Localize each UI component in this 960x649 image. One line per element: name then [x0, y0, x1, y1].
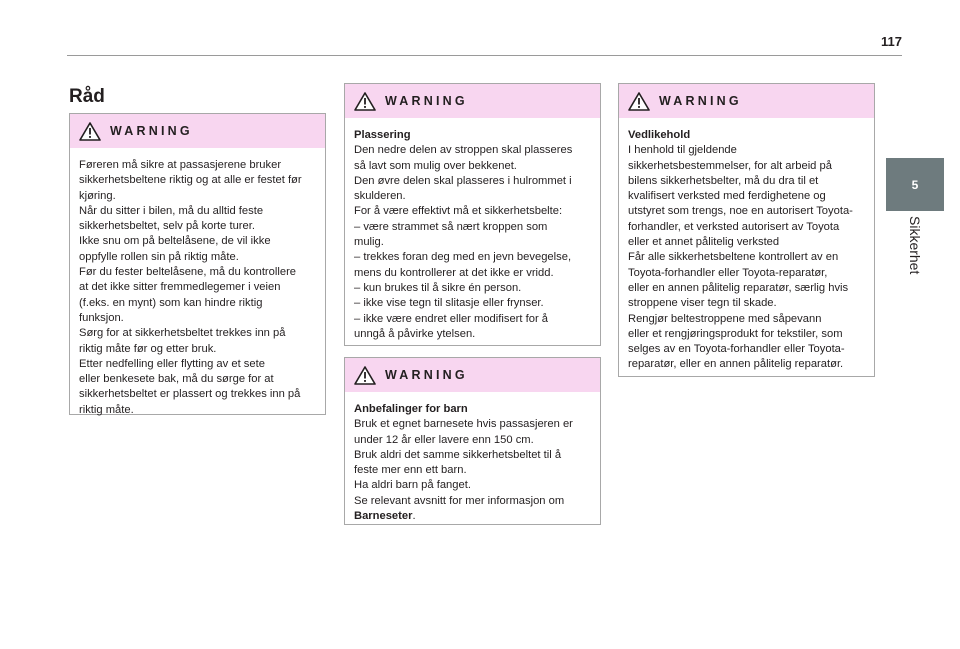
warning-text-line: riktig måte. [79, 403, 134, 416]
warning-text-line: eller et annet pålitelig verksted [628, 236, 780, 249]
cross-reference-link[interactable]: Barneseter [354, 510, 413, 523]
warning-box-children [344, 357, 601, 525]
warning-text-line: (f.eks. en mynt) som kan hindre riktig [79, 296, 263, 309]
warning-text-line: Får alle sikkerhetsbeltene kontrollert av en [628, 251, 839, 264]
warning-text-line: mens du kontrollerer at det ikke er vridd. [354, 266, 554, 279]
warning-header [345, 358, 600, 392]
warning-text-line: Den nedre delen av stroppen skal plasseres [354, 144, 573, 157]
warning-header [345, 84, 600, 118]
warning-title: WARNING [110, 124, 193, 138]
chapter-tab-label: Sikkerhet [907, 216, 923, 275]
warning-text-line: – ikke vise tegn til slitasje eller frynser. [354, 297, 544, 310]
warning-text-line: Rengjør beltestroppene med såpevann [628, 312, 822, 325]
warning-header [70, 114, 325, 148]
chapter-tab-number: 5 [911, 177, 919, 192]
warning-text-line: eller benkesete bak, må du sørge for at [79, 373, 274, 386]
warning-title: WARNING [659, 94, 742, 108]
warning-text-line: – ikke være endret eller modifisert for å [354, 312, 548, 325]
warning-text-line: Bruk et egnet barnesete hvis passasjeren er [354, 418, 573, 431]
warning-triangle-icon [354, 92, 376, 111]
warning-text-line: Ha aldri barn på fanget. [354, 479, 471, 492]
warning-text-line: kjøring. [79, 189, 116, 202]
warning-text-line: sikkerhetsbeltet er plassert og trekkes inn på [79, 388, 301, 401]
warning-text-line: reparatør, eller en annen pålitelig reparatør. [628, 358, 844, 371]
warning-text-line: skulderen. [354, 190, 406, 203]
warning-triangle-icon [354, 366, 376, 385]
warning-subtitle: Plassering [354, 129, 411, 141]
warning-triangle-icon [628, 92, 650, 111]
warning-text-line: eller et rengjøringsprodukt for tekstiler, som [628, 327, 843, 340]
warning-text-line: utstyret som trengs, noe en autorisert Toyota- [628, 205, 853, 218]
warning-text-line: Se relevant avsnitt for mer informasjon om [354, 494, 565, 507]
warning-text-line: selges av en Toyota-forhandler eller Toyota- [628, 343, 845, 356]
warning-text-line: under 12 år eller lavere enn 150 cm. [354, 433, 534, 446]
warning-text-line: – være strammet så nært kroppen som [354, 220, 548, 233]
warning-text-line: Før du fester beltelåsene, må du kontrollere [79, 266, 297, 279]
warning-body [345, 118, 600, 351]
warning-text-line: Etter nedfelling eller flytting av et sete [79, 357, 265, 370]
warning-text-line: unngå å påvirke ytelsen. [354, 327, 476, 340]
warning-text-line: funksjon. [79, 311, 124, 324]
warning-header [619, 84, 874, 118]
warning-triangle-icon [79, 122, 101, 141]
warning-text-line: mulig. [354, 236, 384, 249]
warning-box-maintenance [618, 83, 875, 377]
warning-text-line: – kun brukes til å sikre én person. [354, 281, 522, 294]
warning-text-line: stroppene viser tegn til skade. [628, 297, 777, 310]
header-divider [67, 55, 902, 56]
punctuation: . [412, 510, 416, 523]
warning-text-line: Føreren må sikre at passasjerene bruker [79, 159, 282, 171]
warning-text-line: For å være effektivt må et sikkerhetsbelte: [354, 205, 563, 218]
warning-text-line: Ikke snu om på beltelåsene, de vil ikke [79, 235, 271, 248]
warning-text-line: I henhold til gjeldende [628, 144, 737, 157]
warning-box-belt-use [69, 113, 326, 415]
warning-subtitle: Vedlikehold [628, 129, 691, 141]
page-number: 117 [881, 34, 902, 49]
warning-text-line: Den øvre delen skal plasseres i hulrommet i [354, 174, 572, 187]
warning-text-line [354, 509, 591, 524]
warning-body [70, 148, 325, 427]
warning-text-line: – trekkes foran deg med en jevn bevegelse, [354, 251, 572, 264]
warning-body [619, 118, 874, 382]
warning-text-line: sikkerhetsbestemmelser, for alt arbeid på [628, 159, 832, 172]
warning-text-line: Når du sitter i bilen, må du alltid feste [79, 204, 264, 217]
warning-text-line: Toyota-forhandler eller Toyota-reparatør, [628, 266, 828, 279]
warning-text-line: sikkerhetsbeltene riktig og at alle er festet før [79, 174, 302, 187]
warning-text-line: at det ikke sitter fremmedlegemer i veien [79, 281, 281, 294]
warning-body [345, 392, 600, 533]
warning-text-line: eller en annen pålitelig reparatør, særlig hvis [628, 281, 849, 294]
warning-text-line: kvalifisert verksted med ferdighetene og [628, 190, 826, 203]
warning-text-line: oppfylle rollen sin på riktig måte. [79, 250, 239, 263]
warning-title: WARNING [385, 94, 468, 108]
warning-text-line: så lavt som mulig over bekkenet. [354, 159, 517, 172]
warning-text-line: forhandler, et verksted autorisert av Toyota [628, 220, 840, 233]
warning-box-placement [344, 83, 601, 346]
warning-text-line: Bruk aldri det samme sikkerhetsbeltet til å [354, 448, 562, 461]
warning-text-line: sikkerhetsbeltet, selv på korte turer. [79, 220, 255, 233]
warning-text-line: feste mer enn ett barn. [354, 464, 467, 477]
warning-text-line: riktig måte før og etter bruk. [79, 342, 217, 355]
warning-text-line: Sørg for at sikkerhetsbeltet trekkes inn på [79, 327, 286, 340]
warning-subtitle: Anbefalinger for barn [354, 403, 468, 415]
warning-text-line: bilens sikkerhetsbelter, må du dra til et [628, 174, 819, 187]
warning-title: WARNING [385, 368, 468, 382]
section-heading: Råd [69, 86, 105, 107]
chapter-tab[interactable] [886, 158, 944, 211]
